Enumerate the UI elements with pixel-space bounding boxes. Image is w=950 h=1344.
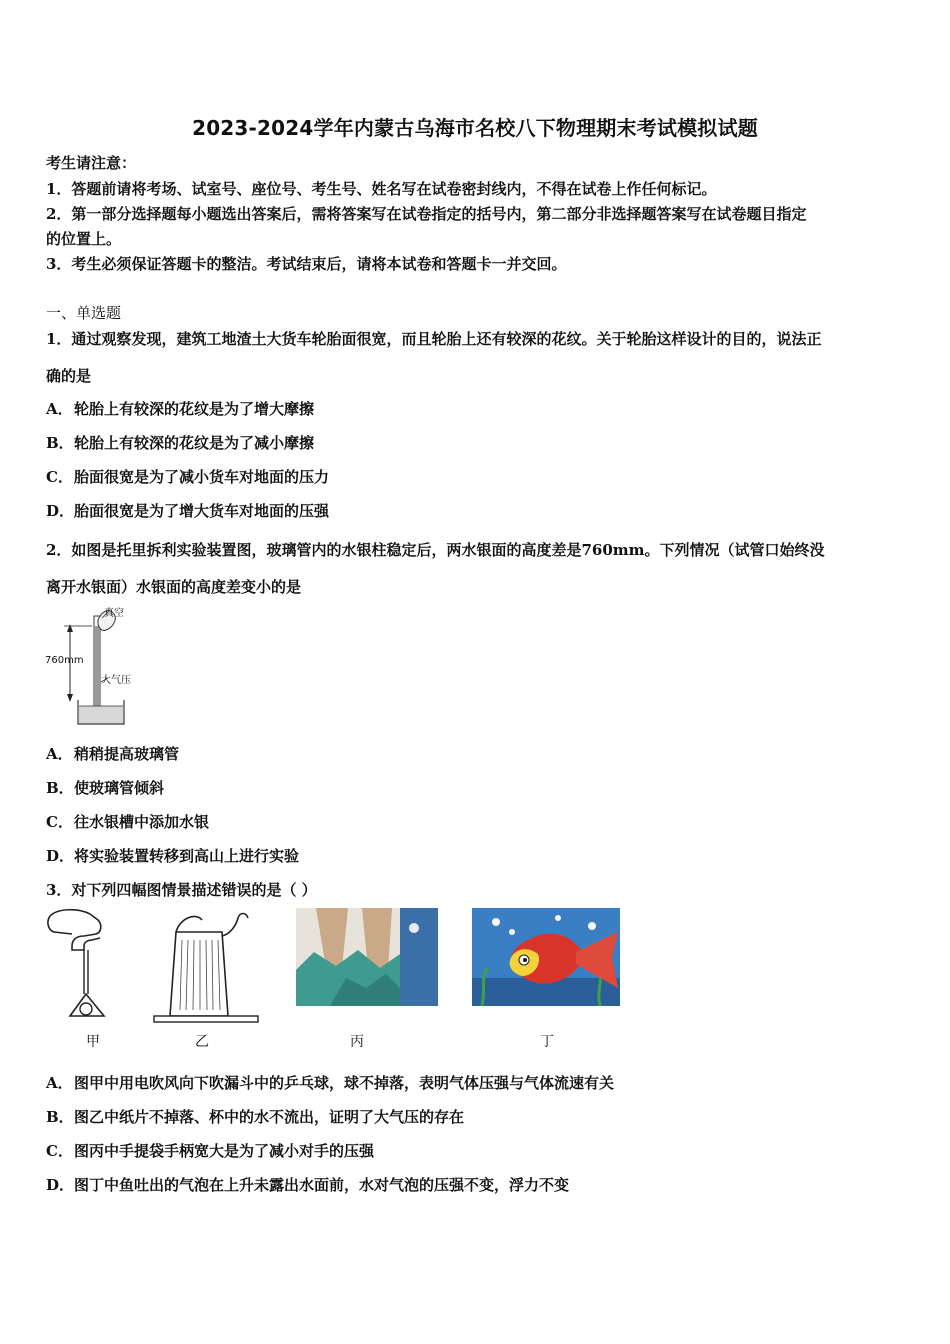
- option-label: A．: [46, 1074, 73, 1092]
- atm-label: 大气压: [101, 675, 131, 686]
- option-label: A．: [46, 745, 73, 763]
- caption-bing: 丙: [350, 1034, 364, 1050]
- option-label: D．: [46, 1176, 75, 1194]
- caption-ding: 丁: [540, 1034, 554, 1050]
- section-heading: 一、单选题: [46, 304, 122, 322]
- pingpong-ball: [80, 1003, 92, 1015]
- side-poster: [400, 908, 438, 1006]
- page-title: 2023-2024学年内蒙古乌海市名校八下物理期末考试模拟试题: [192, 116, 758, 140]
- figure-ding-fish: [472, 908, 620, 1006]
- figure-jia-hairdryer: [44, 906, 120, 1026]
- bubble: [509, 929, 515, 935]
- option-text: 轮胎上有较深的花纹是为了增大摩擦: [74, 400, 315, 418]
- q1-option-b: [46, 432, 314, 453]
- option-label: A．: [46, 400, 73, 418]
- bubble: [555, 915, 561, 921]
- option-label: D．: [46, 502, 75, 520]
- option-text: 胎面很宽是为了减小货车对地面的压力: [74, 468, 330, 486]
- option-label: B．: [46, 434, 74, 452]
- q2-option-c: [46, 811, 209, 832]
- option-text: 图甲中用电吹风向下吹漏斗中的乒乓球，球不掉落，表明气体压强与气体流速有关: [74, 1074, 615, 1092]
- notice-item-1: 1．答题前请将考场、试室号、座位号、考生号、姓名写在试卷密封线内，不得在试卷上作任何标记。: [46, 180, 717, 198]
- option-label: C．: [46, 468, 73, 486]
- option-text: 将实验装置转移到高山上进行实验: [74, 847, 300, 865]
- q3-option-b: [46, 1106, 464, 1127]
- option-text: 往水银槽中添加水银: [74, 813, 210, 831]
- notice-item-2-cont: 的位置上。: [46, 230, 122, 248]
- figure-bing-bags: [296, 908, 438, 1006]
- hand-left: [176, 916, 202, 932]
- q2-stem-line2: 离开水银面）水银面的高度差变小的是: [46, 578, 302, 596]
- option-label: C．: [46, 1142, 73, 1160]
- q2-option-b: [46, 777, 164, 798]
- option-label: B．: [46, 1108, 74, 1126]
- height-arrow-head-top: [67, 624, 73, 632]
- height-arrow-head-bottom: [67, 694, 73, 702]
- bubble: [588, 922, 596, 930]
- q1-option-c: [46, 466, 329, 487]
- q1-stem-line2: 确的是: [46, 367, 92, 385]
- q2-option-a: [46, 743, 179, 764]
- q1-option-a: [46, 398, 314, 419]
- q3-option-a: [46, 1072, 614, 1093]
- hand-right: [222, 914, 248, 937]
- caption-jia: 甲: [86, 1034, 100, 1050]
- fish-pupil: [523, 958, 527, 962]
- bubble: [492, 918, 500, 926]
- caption-yi: 乙: [195, 1034, 209, 1050]
- figure-yi-cup: [150, 906, 262, 1026]
- q1-option-d: [46, 500, 329, 521]
- q2-option-d: [46, 845, 299, 866]
- trough-mercury: [79, 706, 123, 723]
- q3-stem: 3．对下列四幅图情景描述错误的是（ ）: [46, 881, 317, 899]
- paper-card: [154, 1016, 258, 1022]
- option-text: 胎面很宽是为了增大货车对地面的压强: [74, 502, 330, 520]
- notice-item-3: 3．考生必须保证答题卡的整洁。考试结束后，请将本试卷和答题卡一并交回。: [46, 255, 567, 273]
- option-text: 轮胎上有较深的花纹是为了减小摩擦: [74, 434, 315, 452]
- poster-dot: [409, 923, 419, 933]
- q3-option-c: [46, 1140, 374, 1161]
- option-text: 图乙中纸片不掉落、杯中的水不流出，证明了大气压的存在: [74, 1108, 465, 1126]
- option-text: 使玻璃管倾斜: [74, 779, 165, 797]
- q3-option-d: [46, 1174, 569, 1195]
- q1-stem-line1: 1．通过观察发现，建筑工地渣土大货车轮胎面很宽，而且轮胎上还有较深的花纹。关于轮胎这样设计的目的，说法正: [46, 330, 822, 348]
- mercury-column: [95, 626, 99, 714]
- option-label: D．: [46, 847, 75, 865]
- option-label: C．: [46, 813, 73, 831]
- notice-item-2: 2．第一部分选择题每小题选出答案后，需将答案写在试卷指定的括号内，第二部分非选择题答案写在试卷题目指定: [46, 205, 807, 223]
- option-text: 图丙中手提袋手柄宽大是为了减小对手的压强: [74, 1142, 375, 1160]
- option-label: B．: [46, 779, 74, 797]
- notice-heading: 考生请注意：: [46, 154, 137, 172]
- hairdryer-body: [50, 910, 101, 950]
- option-text: 稍稍提高玻璃管: [74, 745, 180, 763]
- q2-stem-line1: 2．如图是托里拆利实验装置图，玻璃管内的水银柱稳定后，两水银面的高度差是760mm。下列情况（试管口始终没: [46, 541, 825, 559]
- option-text: 图丁中鱼吐出的气泡在上升未露出水面前，水对气泡的压强不变，浮力不变: [74, 1176, 570, 1194]
- height-label: 760mm: [45, 655, 84, 666]
- vacuum-label: 真空: [104, 608, 124, 619]
